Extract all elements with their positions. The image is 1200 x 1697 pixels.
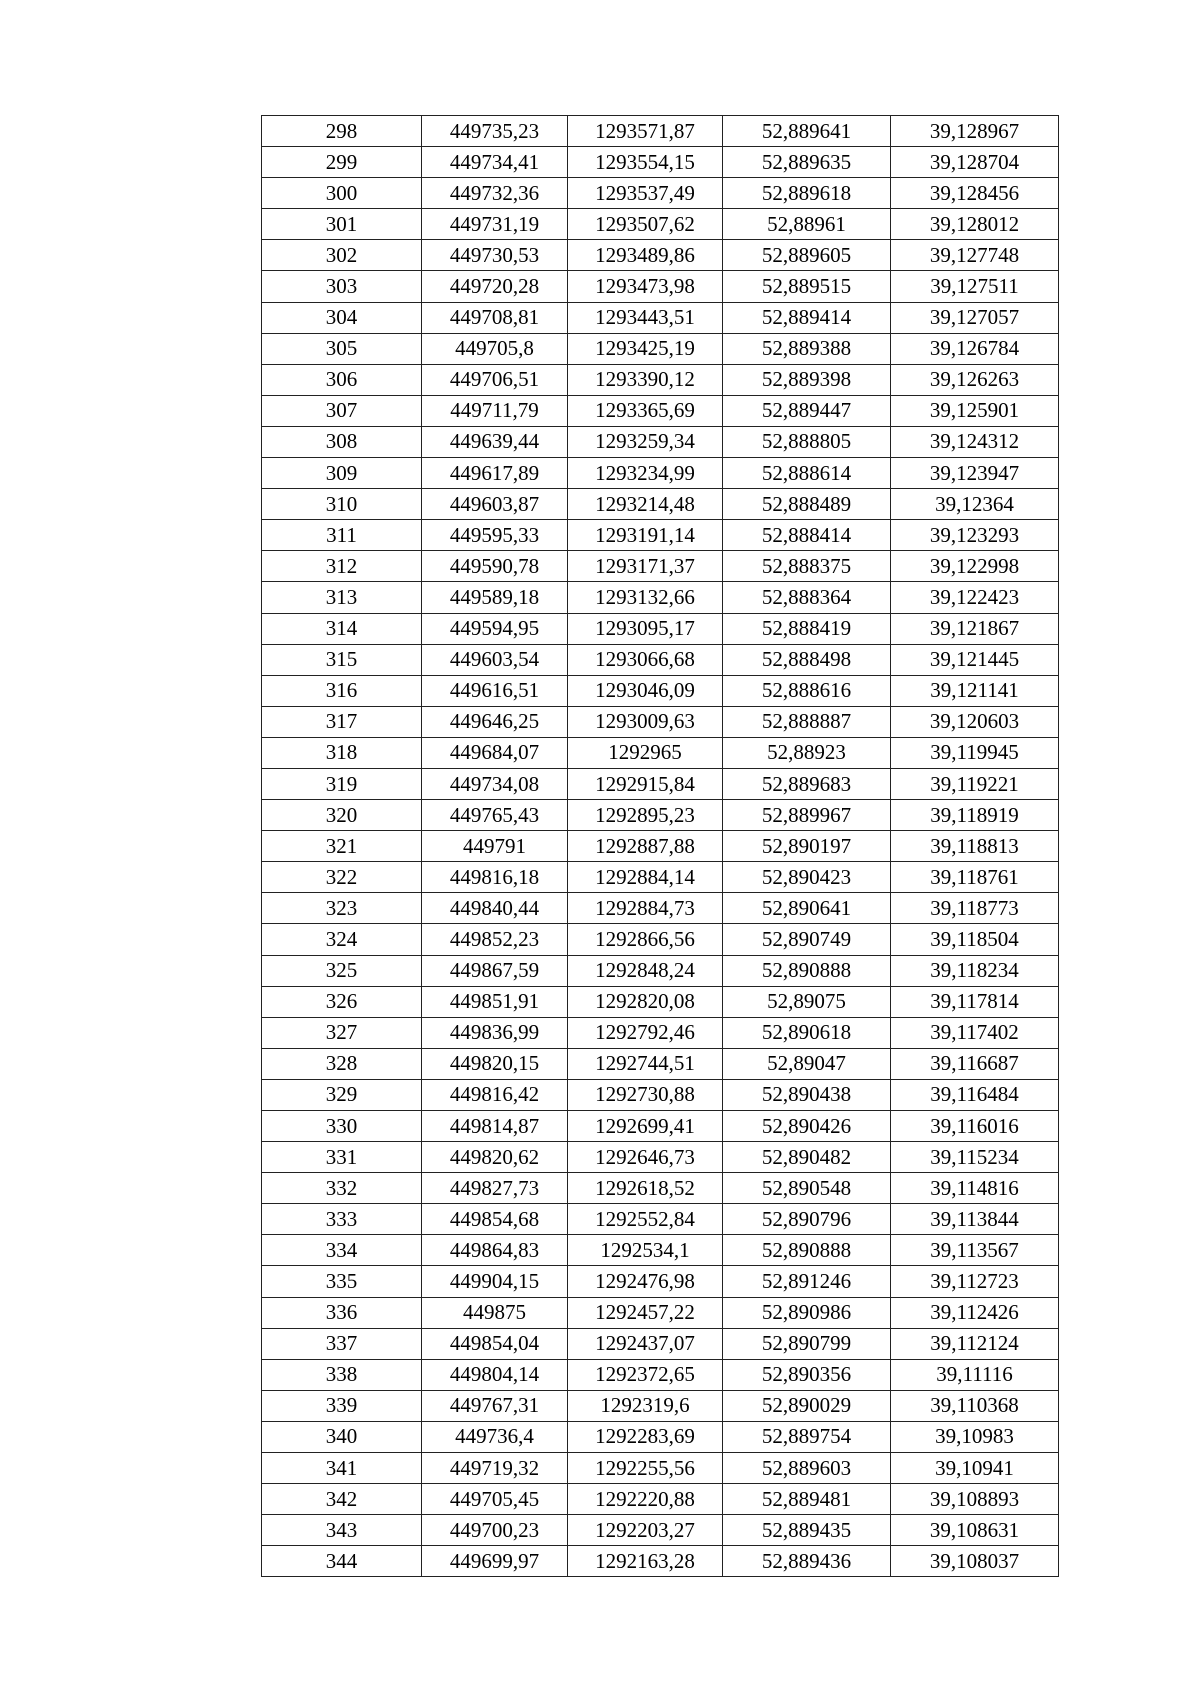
point-number-cell: 313 [262, 582, 422, 613]
point-number-cell: 340 [262, 1421, 422, 1452]
x-coordinate-cell: 449904,15 [422, 1266, 568, 1297]
y-coordinate-cell: 1293554,15 [568, 147, 723, 178]
latitude-cell: 52,889515 [723, 271, 891, 302]
x-coordinate-cell: 449706,51 [422, 364, 568, 395]
table-row [262, 240, 1059, 271]
coordinates-table-body [262, 116, 1059, 1577]
longitude-cell: 39,125901 [891, 395, 1059, 426]
y-coordinate-cell: 1293234,99 [568, 458, 723, 489]
point-number-cell: 328 [262, 1048, 422, 1079]
latitude-cell: 52,890749 [723, 924, 891, 955]
longitude-cell: 39,127057 [891, 302, 1059, 333]
table-row [262, 893, 1059, 924]
table-row [262, 1328, 1059, 1359]
point-number-cell: 319 [262, 768, 422, 799]
longitude-cell: 39,128456 [891, 178, 1059, 209]
point-number-cell: 338 [262, 1359, 422, 1390]
x-coordinate-cell: 449736,4 [422, 1421, 568, 1452]
longitude-cell: 39,121141 [891, 675, 1059, 706]
longitude-cell: 39,117814 [891, 986, 1059, 1017]
latitude-cell: 52,889618 [723, 178, 891, 209]
y-coordinate-cell: 1293259,34 [568, 426, 723, 457]
x-coordinate-cell: 449639,44 [422, 426, 568, 457]
y-coordinate-cell: 1292534,1 [568, 1235, 723, 1266]
table-row [262, 675, 1059, 706]
y-coordinate-cell: 1292319,6 [568, 1390, 723, 1421]
y-coordinate-cell: 1292255,56 [568, 1453, 723, 1484]
y-coordinate-cell: 1293443,51 [568, 302, 723, 333]
x-coordinate-cell: 449875 [422, 1297, 568, 1328]
point-number-cell: 324 [262, 924, 422, 955]
x-coordinate-cell: 449646,25 [422, 706, 568, 737]
latitude-cell: 52,889414 [723, 302, 891, 333]
y-coordinate-cell: 1292895,23 [568, 800, 723, 831]
table-row [262, 426, 1059, 457]
x-coordinate-cell: 449820,15 [422, 1048, 568, 1079]
y-coordinate-cell: 1292848,24 [568, 955, 723, 986]
latitude-cell: 52,88961 [723, 209, 891, 240]
y-coordinate-cell: 1292915,84 [568, 768, 723, 799]
latitude-cell: 52,890482 [723, 1142, 891, 1173]
longitude-cell: 39,118234 [891, 955, 1059, 986]
latitude-cell: 52,890888 [723, 955, 891, 986]
point-number-cell: 311 [262, 520, 422, 551]
latitude-cell: 52,890641 [723, 893, 891, 924]
point-number-cell: 343 [262, 1515, 422, 1546]
table-row [262, 1515, 1059, 1546]
point-number-cell: 317 [262, 706, 422, 737]
table-row [262, 302, 1059, 333]
latitude-cell: 52,889447 [723, 395, 891, 426]
y-coordinate-cell: 1292646,73 [568, 1142, 723, 1173]
y-coordinate-cell: 1292887,88 [568, 831, 723, 862]
x-coordinate-cell: 449616,51 [422, 675, 568, 706]
table-row [262, 1266, 1059, 1297]
point-number-cell: 315 [262, 644, 422, 675]
table-row [262, 613, 1059, 644]
y-coordinate-cell: 1292552,84 [568, 1204, 723, 1235]
y-coordinate-cell: 1292437,07 [568, 1328, 723, 1359]
longitude-cell: 39,119221 [891, 768, 1059, 799]
table-row [262, 1546, 1059, 1577]
x-coordinate-cell: 449590,78 [422, 551, 568, 582]
x-coordinate-cell: 449804,14 [422, 1359, 568, 1390]
y-coordinate-cell: 1292476,98 [568, 1266, 723, 1297]
latitude-cell: 52,888419 [723, 613, 891, 644]
table-row [262, 116, 1059, 147]
point-number-cell: 330 [262, 1111, 422, 1142]
latitude-cell: 52,89047 [723, 1048, 891, 1079]
table-row [262, 1204, 1059, 1235]
y-coordinate-cell: 1292866,56 [568, 924, 723, 955]
x-coordinate-cell: 449816,18 [422, 862, 568, 893]
y-coordinate-cell: 1292730,88 [568, 1079, 723, 1110]
latitude-cell: 52,888805 [723, 426, 891, 457]
x-coordinate-cell: 449705,8 [422, 333, 568, 364]
latitude-cell: 52,890423 [723, 862, 891, 893]
x-coordinate-cell: 449699,97 [422, 1546, 568, 1577]
latitude-cell: 52,890426 [723, 1111, 891, 1142]
latitude-cell: 52,889398 [723, 364, 891, 395]
longitude-cell: 39,128704 [891, 147, 1059, 178]
table-row [262, 1390, 1059, 1421]
point-number-cell: 329 [262, 1079, 422, 1110]
point-number-cell: 310 [262, 489, 422, 520]
latitude-cell: 52,890438 [723, 1079, 891, 1110]
table-row [262, 706, 1059, 737]
point-number-cell: 318 [262, 737, 422, 768]
x-coordinate-cell: 449720,28 [422, 271, 568, 302]
table-row [262, 147, 1059, 178]
longitude-cell: 39,114816 [891, 1173, 1059, 1204]
x-coordinate-cell: 449765,43 [422, 800, 568, 831]
table-row [262, 395, 1059, 426]
point-number-cell: 322 [262, 862, 422, 893]
longitude-cell: 39,113844 [891, 1204, 1059, 1235]
point-number-cell: 312 [262, 551, 422, 582]
latitude-cell: 52,890356 [723, 1359, 891, 1390]
y-coordinate-cell: 1292220,88 [568, 1484, 723, 1515]
point-number-cell: 320 [262, 800, 422, 831]
table-row [262, 768, 1059, 799]
y-coordinate-cell: 1292163,28 [568, 1546, 723, 1577]
x-coordinate-cell: 449594,95 [422, 613, 568, 644]
y-coordinate-cell: 1293132,66 [568, 582, 723, 613]
point-number-cell: 342 [262, 1484, 422, 1515]
point-number-cell: 300 [262, 178, 422, 209]
latitude-cell: 52,890799 [723, 1328, 891, 1359]
longitude-cell: 39,112723 [891, 1266, 1059, 1297]
longitude-cell: 39,128967 [891, 116, 1059, 147]
longitude-cell: 39,112124 [891, 1328, 1059, 1359]
longitude-cell: 39,121445 [891, 644, 1059, 675]
table-row [262, 1079, 1059, 1110]
longitude-cell: 39,118813 [891, 831, 1059, 862]
point-number-cell: 325 [262, 955, 422, 986]
longitude-cell: 39,118919 [891, 800, 1059, 831]
longitude-cell: 39,118761 [891, 862, 1059, 893]
latitude-cell: 52,890986 [723, 1297, 891, 1328]
longitude-cell: 39,118773 [891, 893, 1059, 924]
y-coordinate-cell: 1292283,69 [568, 1421, 723, 1452]
x-coordinate-cell: 449791 [422, 831, 568, 862]
table-row [262, 800, 1059, 831]
latitude-cell: 52,889605 [723, 240, 891, 271]
longitude-cell: 39,112426 [891, 1297, 1059, 1328]
latitude-cell: 52,890618 [723, 1017, 891, 1048]
longitude-cell: 39,116016 [891, 1111, 1059, 1142]
latitude-cell: 52,889754 [723, 1421, 891, 1452]
y-coordinate-cell: 1292618,52 [568, 1173, 723, 1204]
latitude-cell: 52,888616 [723, 675, 891, 706]
point-number-cell: 336 [262, 1297, 422, 1328]
x-coordinate-cell: 449867,59 [422, 955, 568, 986]
latitude-cell: 52,889603 [723, 1453, 891, 1484]
longitude-cell: 39,117402 [891, 1017, 1059, 1048]
table-row [262, 271, 1059, 302]
latitude-cell: 52,889435 [723, 1515, 891, 1546]
table-row [262, 364, 1059, 395]
longitude-cell: 39,123947 [891, 458, 1059, 489]
point-number-cell: 304 [262, 302, 422, 333]
table-row [262, 1297, 1059, 1328]
coordinates-table [261, 115, 1059, 1577]
x-coordinate-cell: 449705,45 [422, 1484, 568, 1515]
point-number-cell: 299 [262, 147, 422, 178]
table-row [262, 924, 1059, 955]
longitude-cell: 39,123293 [891, 520, 1059, 551]
table-row [262, 333, 1059, 364]
y-coordinate-cell: 1292203,27 [568, 1515, 723, 1546]
latitude-cell: 52,891246 [723, 1266, 891, 1297]
x-coordinate-cell: 449827,73 [422, 1173, 568, 1204]
point-number-cell: 307 [262, 395, 422, 426]
table-row [262, 862, 1059, 893]
point-number-cell: 333 [262, 1204, 422, 1235]
y-coordinate-cell: 1293473,98 [568, 271, 723, 302]
x-coordinate-cell: 449589,18 [422, 582, 568, 613]
latitude-cell: 52,888887 [723, 706, 891, 737]
table-row [262, 955, 1059, 986]
x-coordinate-cell: 449767,31 [422, 1390, 568, 1421]
longitude-cell: 39,120603 [891, 706, 1059, 737]
y-coordinate-cell: 1293489,86 [568, 240, 723, 271]
table-row [262, 1235, 1059, 1266]
point-number-cell: 308 [262, 426, 422, 457]
table-row [262, 737, 1059, 768]
table-row [262, 986, 1059, 1017]
x-coordinate-cell: 449735,23 [422, 116, 568, 147]
latitude-cell: 52,889481 [723, 1484, 891, 1515]
y-coordinate-cell: 1292820,08 [568, 986, 723, 1017]
longitude-cell: 39,119945 [891, 737, 1059, 768]
point-number-cell: 302 [262, 240, 422, 271]
point-number-cell: 323 [262, 893, 422, 924]
table-row [262, 831, 1059, 862]
point-number-cell: 332 [262, 1173, 422, 1204]
longitude-cell: 39,124312 [891, 426, 1059, 457]
y-coordinate-cell: 1292699,41 [568, 1111, 723, 1142]
point-number-cell: 316 [262, 675, 422, 706]
x-coordinate-cell: 449854,04 [422, 1328, 568, 1359]
y-coordinate-cell: 1293095,17 [568, 613, 723, 644]
x-coordinate-cell: 449814,87 [422, 1111, 568, 1142]
y-coordinate-cell: 1293171,37 [568, 551, 723, 582]
longitude-cell: 39,126263 [891, 364, 1059, 395]
longitude-cell: 39,121867 [891, 613, 1059, 644]
point-number-cell: 309 [262, 458, 422, 489]
latitude-cell: 52,890888 [723, 1235, 891, 1266]
table-row [262, 458, 1059, 489]
latitude-cell: 52,89075 [723, 986, 891, 1017]
y-coordinate-cell: 1292792,46 [568, 1017, 723, 1048]
y-coordinate-cell: 1293537,49 [568, 178, 723, 209]
point-number-cell: 344 [262, 1546, 422, 1577]
point-number-cell: 341 [262, 1453, 422, 1484]
point-number-cell: 337 [262, 1328, 422, 1359]
table-row [262, 582, 1059, 613]
x-coordinate-cell: 449617,89 [422, 458, 568, 489]
x-coordinate-cell: 449836,99 [422, 1017, 568, 1048]
x-coordinate-cell: 449852,23 [422, 924, 568, 955]
point-number-cell: 298 [262, 116, 422, 147]
latitude-cell: 52,888414 [723, 520, 891, 551]
point-number-cell: 305 [262, 333, 422, 364]
longitude-cell: 39,116687 [891, 1048, 1059, 1079]
latitude-cell: 52,888375 [723, 551, 891, 582]
table-row [262, 178, 1059, 209]
x-coordinate-cell: 449603,87 [422, 489, 568, 520]
x-coordinate-cell: 449816,42 [422, 1079, 568, 1110]
y-coordinate-cell: 1293009,63 [568, 706, 723, 737]
point-number-cell: 314 [262, 613, 422, 644]
longitude-cell: 39,10983 [891, 1421, 1059, 1452]
latitude-cell: 52,888614 [723, 458, 891, 489]
table-row [262, 520, 1059, 551]
longitude-cell: 39,11116 [891, 1359, 1059, 1390]
latitude-cell: 52,88923 [723, 737, 891, 768]
longitude-cell: 39,122998 [891, 551, 1059, 582]
longitude-cell: 39,108631 [891, 1515, 1059, 1546]
longitude-cell: 39,115234 [891, 1142, 1059, 1173]
table-row [262, 1359, 1059, 1390]
latitude-cell: 52,888489 [723, 489, 891, 520]
y-coordinate-cell: 1292965 [568, 737, 723, 768]
x-coordinate-cell: 449711,79 [422, 395, 568, 426]
y-coordinate-cell: 1293191,14 [568, 520, 723, 551]
longitude-cell: 39,108037 [891, 1546, 1059, 1577]
x-coordinate-cell: 449734,41 [422, 147, 568, 178]
y-coordinate-cell: 1292457,22 [568, 1297, 723, 1328]
y-coordinate-cell: 1293214,48 [568, 489, 723, 520]
table-row [262, 1173, 1059, 1204]
point-number-cell: 321 [262, 831, 422, 862]
x-coordinate-cell: 449730,53 [422, 240, 568, 271]
table-row [262, 1421, 1059, 1452]
x-coordinate-cell: 449603,54 [422, 644, 568, 675]
x-coordinate-cell: 449595,33 [422, 520, 568, 551]
table-row [262, 1142, 1059, 1173]
x-coordinate-cell: 449700,23 [422, 1515, 568, 1546]
x-coordinate-cell: 449820,62 [422, 1142, 568, 1173]
table-row [262, 551, 1059, 582]
longitude-cell: 39,116484 [891, 1079, 1059, 1110]
y-coordinate-cell: 1293066,68 [568, 644, 723, 675]
point-number-cell: 335 [262, 1266, 422, 1297]
longitude-cell: 39,128012 [891, 209, 1059, 240]
y-coordinate-cell: 1292884,73 [568, 893, 723, 924]
latitude-cell: 52,889436 [723, 1546, 891, 1577]
latitude-cell: 52,889967 [723, 800, 891, 831]
y-coordinate-cell: 1292884,14 [568, 862, 723, 893]
table-row [262, 1017, 1059, 1048]
y-coordinate-cell: 1292372,65 [568, 1359, 723, 1390]
latitude-cell: 52,888364 [723, 582, 891, 613]
table-row [262, 1048, 1059, 1079]
longitude-cell: 39,118504 [891, 924, 1059, 955]
latitude-cell: 52,890796 [723, 1204, 891, 1235]
x-coordinate-cell: 449840,44 [422, 893, 568, 924]
latitude-cell: 52,889388 [723, 333, 891, 364]
latitude-cell: 52,888498 [723, 644, 891, 675]
x-coordinate-cell: 449684,07 [422, 737, 568, 768]
point-number-cell: 327 [262, 1017, 422, 1048]
x-coordinate-cell: 449734,08 [422, 768, 568, 799]
longitude-cell: 39,110368 [891, 1390, 1059, 1421]
y-coordinate-cell: 1292744,51 [568, 1048, 723, 1079]
x-coordinate-cell: 449708,81 [422, 302, 568, 333]
point-number-cell: 326 [262, 986, 422, 1017]
table-row [262, 1453, 1059, 1484]
y-coordinate-cell: 1293507,62 [568, 209, 723, 240]
longitude-cell: 39,127748 [891, 240, 1059, 271]
point-number-cell: 301 [262, 209, 422, 240]
y-coordinate-cell: 1293425,19 [568, 333, 723, 364]
point-number-cell: 339 [262, 1390, 422, 1421]
table-row [262, 1111, 1059, 1142]
latitude-cell: 52,890197 [723, 831, 891, 862]
longitude-cell: 39,10941 [891, 1453, 1059, 1484]
y-coordinate-cell: 1293571,87 [568, 116, 723, 147]
longitude-cell: 39,126784 [891, 333, 1059, 364]
y-coordinate-cell: 1293390,12 [568, 364, 723, 395]
table-row [262, 209, 1059, 240]
x-coordinate-cell: 449732,36 [422, 178, 568, 209]
table-row [262, 489, 1059, 520]
longitude-cell: 39,127511 [891, 271, 1059, 302]
x-coordinate-cell: 449864,83 [422, 1235, 568, 1266]
point-number-cell: 334 [262, 1235, 422, 1266]
latitude-cell: 52,889635 [723, 147, 891, 178]
latitude-cell: 52,890029 [723, 1390, 891, 1421]
x-coordinate-cell: 449719,32 [422, 1453, 568, 1484]
table-row [262, 1484, 1059, 1515]
y-coordinate-cell: 1293046,09 [568, 675, 723, 706]
x-coordinate-cell: 449851,91 [422, 986, 568, 1017]
longitude-cell: 39,108893 [891, 1484, 1059, 1515]
x-coordinate-cell: 449731,19 [422, 209, 568, 240]
y-coordinate-cell: 1293365,69 [568, 395, 723, 426]
longitude-cell: 39,113567 [891, 1235, 1059, 1266]
point-number-cell: 303 [262, 271, 422, 302]
latitude-cell: 52,889683 [723, 768, 891, 799]
longitude-cell: 39,12364 [891, 489, 1059, 520]
latitude-cell: 52,890548 [723, 1173, 891, 1204]
x-coordinate-cell: 449854,68 [422, 1204, 568, 1235]
point-number-cell: 306 [262, 364, 422, 395]
table-row [262, 644, 1059, 675]
latitude-cell: 52,889641 [723, 116, 891, 147]
point-number-cell: 331 [262, 1142, 422, 1173]
longitude-cell: 39,122423 [891, 582, 1059, 613]
